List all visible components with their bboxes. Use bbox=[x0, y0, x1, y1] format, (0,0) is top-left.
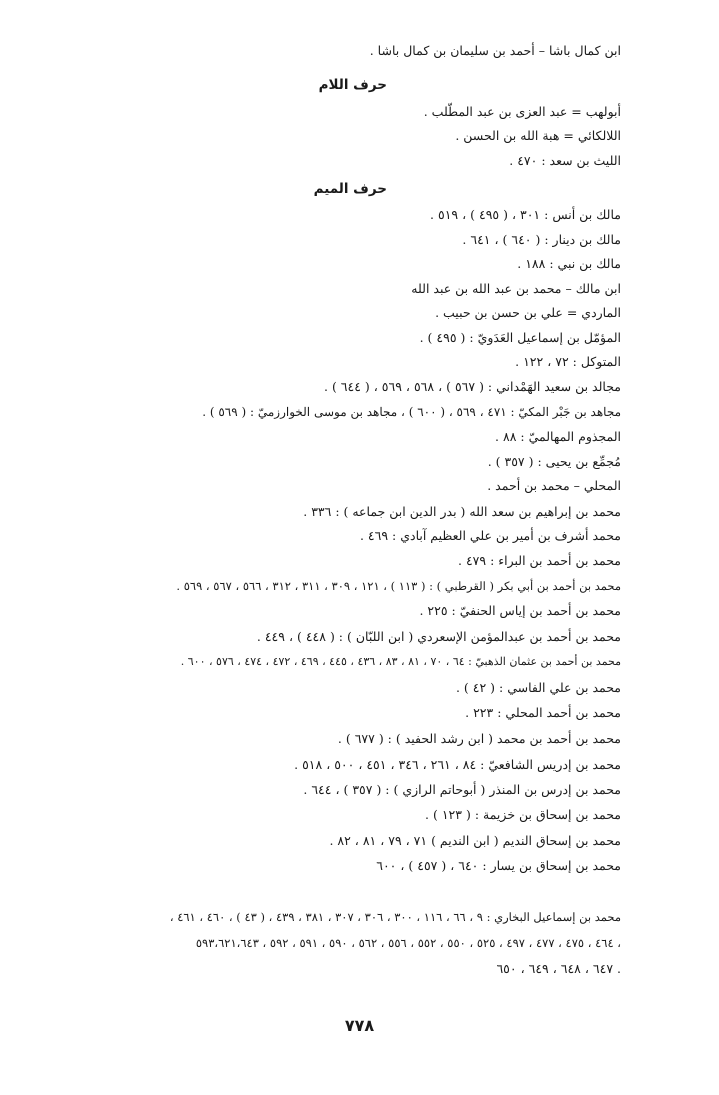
entry-line: مجالد بن سعيد الهَمْداني : ( ٥٦٧ ) ، ٥٦٨ ، ٥٦٩ ، ( ٦٤٤ ) . bbox=[324, 379, 621, 394]
entry-line: مالك بن دينار : ( ٦٤٠ ) ، ٦٤١ . bbox=[462, 232, 621, 247]
entry-line: محمد بن إسحاق بن يسار : ٦٤٠ ، ( ٤٥٧ ) ، ٦٠٠ bbox=[376, 858, 621, 873]
page-number: ٧٧٨ bbox=[344, 1016, 375, 1035]
entry-line: محمد بن أحمد بن عثمان الذهبيّ : ٦٤ ، ٧٠ ، ٨١ ، ٨٣ ، ٤٣٦ ، ٤٤٥ ، ٤٦٩ ، ٤٧٢ ، ٤٧٤ ، ٥٧٦ ، ٦٠٠ . bbox=[180, 655, 621, 668]
entry-line: أبولهب = عبد العزى بن عبد المطّلب . bbox=[423, 104, 621, 119]
entry-line: ابن مالك – محمد بن عبد الله بن عبد الله bbox=[411, 281, 621, 296]
entry-line: مالك بن أنس : ٣٠١ ، ( ٤٩٥ ) ، ٥١٩ . bbox=[430, 207, 621, 222]
entry-line: محمد بن علي الفاسي : ( ٤٢ ) . bbox=[455, 680, 621, 695]
entry-line: محمد بن إدريس الشافعيّ : ٨٤ ، ٢٦١ ، ٣٤٦ ، ٤٥١ ، ٥٠٠ ، ٥١٨ . bbox=[294, 757, 621, 772]
entry-line: ٤٦٤ ، ٤٧٥ ، ٤٧٧ ، ٤٩٧ ، ٥٢٥ ، ٥٥٠ ، ٥٥٢ ، ٥٥٦ ، ٥٦٢ ، ٥٩٠ ، ٥٩١ ، ٥٩٢ ، ٥٩٣،٦٢١،٦٤٣ ، bbox=[195, 936, 621, 950]
entry-line: المتوكل : ٧٢ ، ١٢٢ . bbox=[515, 354, 621, 369]
entry-line: محمد بن إسماعيل البخاري : ٩ ، ٦٦ ، ١١٦ ، ٣٠٠ ، ٣٠٦ ، ٣٠٧ ، ٣٨١ ، ٤٣٩ ، ( ٤٣ ) ، ٤٦٠ ، ٤٦١ ، bbox=[169, 910, 621, 924]
entry-line: محمد بن أحمد بن إياس الحنفيّ : ٢٢٥ . bbox=[419, 603, 621, 618]
entry-line: ٦٤٧ ، ٦٤٨ ، ٦٤٩ ، ٦٥٠ . bbox=[496, 961, 621, 976]
entry-line: المجذوم المهالميّ : ٨٨ . bbox=[495, 429, 621, 444]
entry-line: مجاهد بن جَبْر المكيّ : ٤٧١ ، ٥٦٩ ، ( ٦٠٠ ) ، مجاهد بن موسى الخوارزميّ : ( ٥٦٩ ) . bbox=[202, 405, 621, 419]
entry-line: محمد بن أحمد بن محمد ( ابن رشد الحفيد ) : ( ٦٧٧ ) . bbox=[337, 731, 621, 746]
entry-line: محمد بن إسحاق النديم ( ابن النديم ) ٧١ ، ٧٩ ، ٨١ ، ٨٢ . bbox=[329, 833, 621, 848]
entry-line: محمد بن أحمد بن أبي بكر ( القرطبي ) : ( ١١٣ ) ، ١٢١ ، ٣٠٩ ، ٣١١ ، ٣١٢ ، ٥٦٦ ، ٥٦٧ ، ٥٦٩ . bbox=[176, 579, 621, 593]
entry-line: محمد بن إدرس بن المنذر ( أبوحاتم الرازي ) : ( ٣٥٧ ) ، ٦٤٤ . bbox=[303, 782, 621, 797]
entry-line: اللالكائي = هبة الله بن الحسن . bbox=[455, 128, 621, 143]
entry-line: المؤمّل بن إسماعيل العَدَويّ : ( ٤٩٥ ) . bbox=[419, 330, 621, 345]
entry-line: مُجمِّع بن يحيى : ( ٣٥٧ ) . bbox=[487, 454, 621, 469]
entry-line: ابن كمال باشا – أحمد بن سليمان بن كمال باشا . bbox=[369, 43, 621, 58]
entry-line: محمد بن أحمد بن عبدالمؤمن الإسعردي ( ابن اللبّان ) : ( ٤٤٨ ) ، ٤٤٩ . bbox=[256, 629, 621, 644]
entry-line: الماردي = علي بن حسن بن حبيب . bbox=[435, 305, 621, 320]
entry-line: محمد بن إبراهيم بن سعد الله ( بدر الدين ابن جماعه ) : ٣٣٦ . bbox=[303, 504, 621, 519]
entry-line: محمد بن أحمد المحلي : ٢٢٣ . bbox=[465, 705, 621, 720]
entry-line: محمد بن إسحاق بن خزيمة : ( ١٢٣ ) . bbox=[425, 807, 621, 822]
entry-line: الليث بن سعد : ٤٧٠ . bbox=[509, 153, 621, 168]
entry-line: مالك بن نبي : ١٨٨ . bbox=[517, 256, 621, 271]
entry-line: المحلي – محمد بن أحمد . bbox=[487, 478, 621, 493]
entry-line: محمد بن أحمد بن البراء : ٤٧٩ . bbox=[458, 553, 621, 568]
section-heading-mim: حرف الميم bbox=[313, 181, 387, 197]
section-heading-lam: حرف اللام bbox=[318, 77, 387, 93]
entry-line: محمد أشرف بن أمير بن علي العظيم آبادي : ٤٦٩ . bbox=[359, 528, 621, 543]
